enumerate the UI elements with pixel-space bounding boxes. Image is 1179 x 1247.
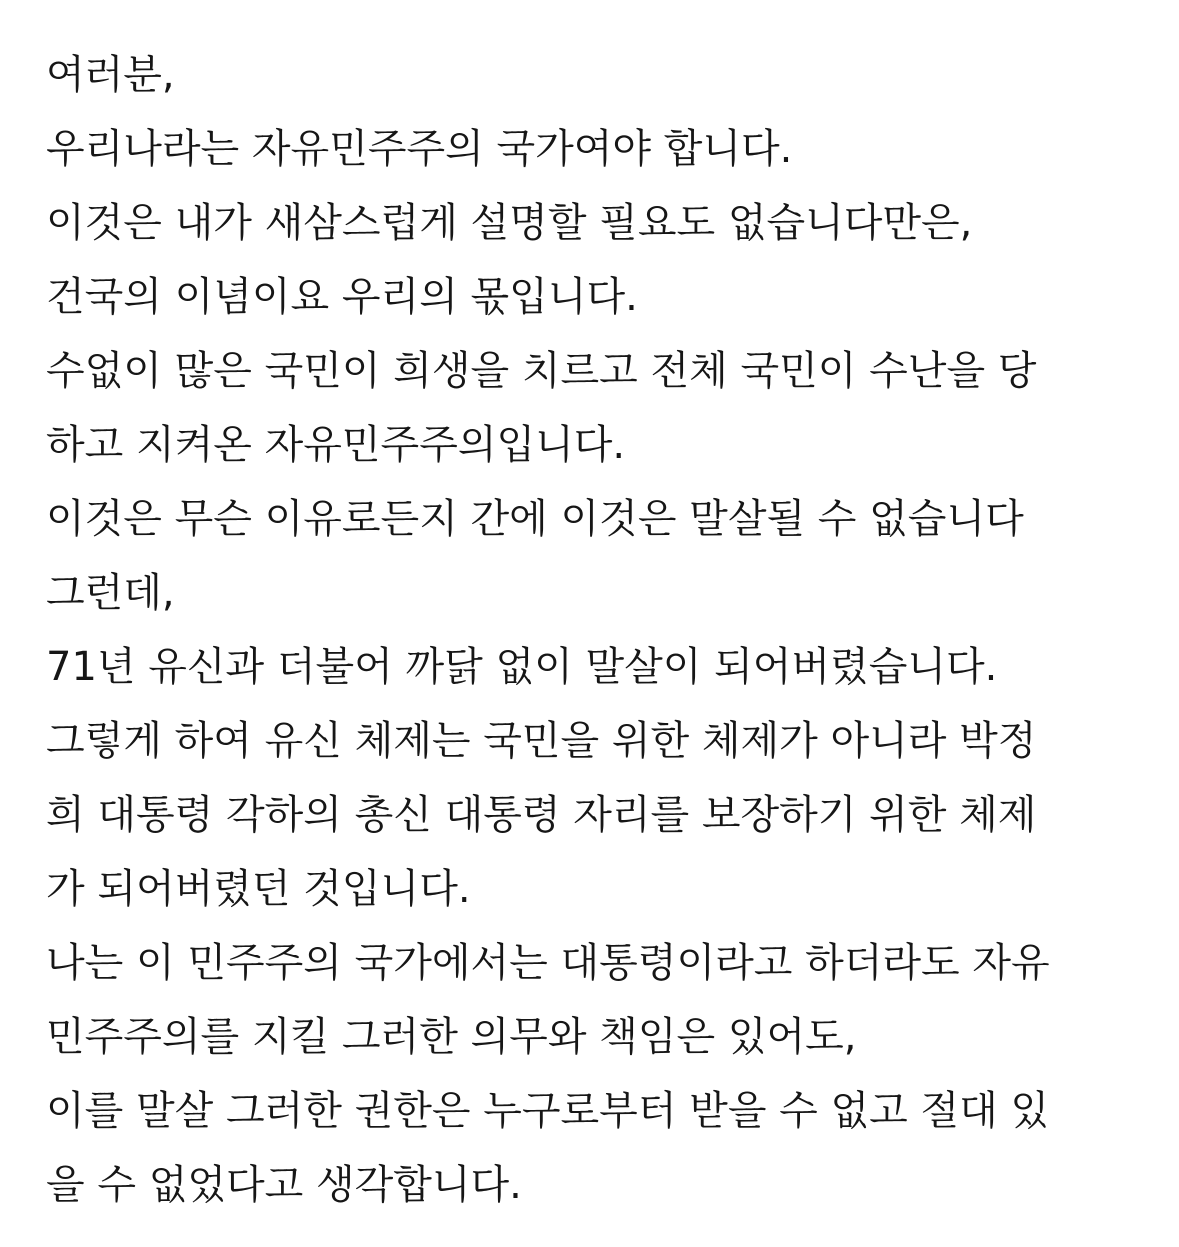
text-line: 여러분, (46, 52, 175, 98)
text-line: 그렇게 하여 유신 체제는 국민을 위한 체제가 아니라 박정 (46, 718, 1037, 764)
text-line: 민주주의를 지킬 그러한 의무와 책임은 있어도, (46, 1014, 857, 1060)
text-line: 그런데, (46, 570, 175, 616)
text-line: 희 대통령 각하의 총신 대통령 자리를 보장하기 위한 체제 (46, 792, 1037, 838)
text-line: 이것은 무슨 이유로든지 간에 이것은 말살될 수 없습니다 (46, 496, 1024, 542)
text-line: 나는 이 민주주의 국가에서는 대통령이라고 하더라도 자유 (46, 940, 1050, 986)
text-line: 가 되어버렸던 것입니다. (46, 866, 471, 912)
text-line: 을 수 없었다고 생각합니다. (46, 1162, 522, 1208)
text-line: 이를 말살 그러한 권한은 누구로부터 받을 수 없고 절대 있 (46, 1088, 1050, 1134)
text-line: 하고 지켜온 자유민주주의입니다. (46, 422, 626, 468)
text-line: 수없이 많은 국민이 희생을 치르고 전체 국민이 수난을 당 (46, 348, 1037, 394)
text-line: 이것은 내가 새삼스럽게 설명할 필요도 없습니다만은, (46, 200, 973, 246)
text-line: 71년 유신과 더불어 까닭 없이 말살이 되어버렸습니다. (46, 644, 998, 690)
speech-text-block (46, 38, 1146, 1222)
text-line: 건국의 이념이요 우리의 몫입니다. (46, 274, 638, 320)
text-line: 우리나라는 자유민주주의 국가여야 합니다. (46, 126, 793, 172)
